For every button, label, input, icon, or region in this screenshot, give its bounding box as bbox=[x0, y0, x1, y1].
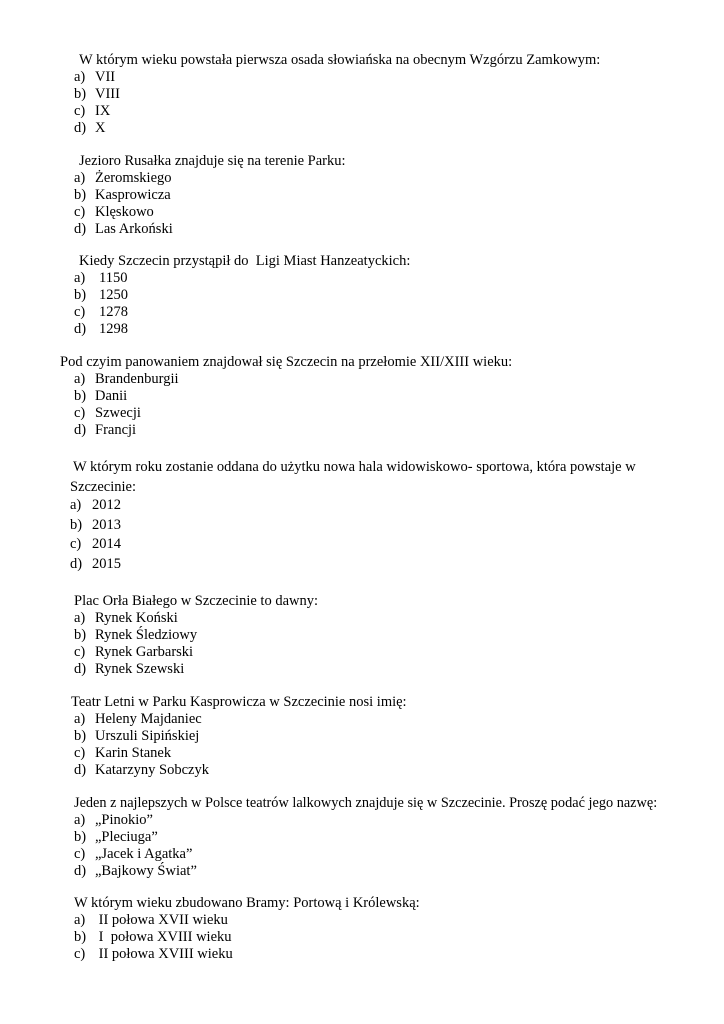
option-b bbox=[0, 287, 700, 304]
option-text: II połowa XVIII wieku bbox=[95, 946, 233, 962]
option-text: IX bbox=[95, 103, 111, 119]
option-letter: b) bbox=[74, 287, 87, 303]
option-letter: a) bbox=[74, 170, 86, 186]
option-letter: a) bbox=[74, 69, 86, 85]
option-c bbox=[0, 745, 700, 762]
option-a bbox=[0, 610, 700, 627]
option-text: Heleny Majdaniec bbox=[95, 711, 202, 727]
option-d bbox=[0, 221, 700, 238]
question-text: Jeden z najlepszych w Polsce teatrów lalkowych znajduje się w Szczecinie. Proszę podać jego nazwę: bbox=[74, 795, 658, 811]
option-text: Rynek Śledziowy bbox=[95, 627, 198, 643]
option-letter: b) bbox=[74, 187, 87, 203]
option-letter: b) bbox=[70, 516, 83, 533]
option-a bbox=[0, 270, 700, 287]
option-text: Rynek Garbarski bbox=[95, 644, 194, 660]
option-letter: c) bbox=[74, 304, 86, 320]
option-text: 1278 bbox=[99, 304, 128, 320]
option-text: Francji bbox=[95, 422, 137, 438]
option-a bbox=[0, 69, 700, 86]
option-text: 1298 bbox=[99, 321, 128, 337]
question-text: Kiedy Szczecin przystąpił do Ligi Miast Hanzeatyckich: bbox=[79, 253, 411, 269]
option-text: Karin Stanek bbox=[95, 745, 172, 761]
option-text: Klęskowo bbox=[95, 204, 154, 220]
option-a bbox=[0, 812, 700, 829]
option-c bbox=[0, 304, 700, 321]
option-b bbox=[0, 627, 700, 644]
option-d bbox=[0, 661, 700, 678]
option-text: Katarzyny Sobczyk bbox=[95, 762, 209, 778]
option-text: Rynek Szewski bbox=[95, 661, 185, 677]
question-text-continued: Szczecinie: bbox=[70, 479, 137, 495]
option-d bbox=[0, 120, 700, 137]
option-c bbox=[0, 644, 700, 661]
option-text: Rynek Koński bbox=[95, 610, 178, 626]
question-3 bbox=[0, 253, 700, 338]
option-b bbox=[0, 86, 700, 103]
option-text: Urszuli Sipińskiej bbox=[95, 728, 200, 744]
option-text: 1250 bbox=[99, 287, 128, 303]
question-6 bbox=[0, 593, 700, 678]
option-text: „Pinokio” bbox=[95, 812, 153, 828]
question-4 bbox=[0, 354, 700, 439]
option-a bbox=[0, 912, 700, 929]
option-letter: b) bbox=[74, 728, 87, 744]
option-letter: a) bbox=[74, 711, 86, 727]
option-d bbox=[0, 762, 700, 779]
option-text: Szwecji bbox=[95, 405, 141, 421]
option-text: „Pleciuga” bbox=[95, 829, 158, 845]
option-text: II połowa XVII wieku bbox=[95, 912, 228, 928]
question-text: Jezioro Rusałka znajduje się na terenie Parku: bbox=[79, 153, 346, 169]
question-8 bbox=[0, 795, 700, 880]
option-a bbox=[0, 711, 700, 728]
option-text: 1150 bbox=[99, 270, 128, 286]
option-c bbox=[0, 846, 700, 863]
option-letter: a) bbox=[74, 270, 86, 286]
option-letter: b) bbox=[74, 627, 87, 643]
option-b bbox=[0, 829, 700, 846]
option-a bbox=[0, 497, 700, 517]
option-text: VII bbox=[95, 69, 116, 85]
option-letter: a) bbox=[74, 371, 86, 387]
option-letter: c) bbox=[70, 536, 82, 552]
option-letter: b) bbox=[74, 929, 87, 945]
option-text: I połowa XVIII wieku bbox=[95, 929, 232, 945]
option-text: 2013 bbox=[92, 516, 121, 533]
option-letter: b) bbox=[74, 388, 87, 404]
option-letter: a) bbox=[74, 912, 86, 928]
option-letter: c) bbox=[74, 204, 86, 220]
option-letter: a) bbox=[70, 497, 82, 513]
option-letter: d) bbox=[74, 321, 87, 337]
option-letter: d) bbox=[74, 120, 87, 136]
option-letter: d) bbox=[74, 221, 87, 237]
option-text: 2012 bbox=[92, 497, 121, 513]
option-c bbox=[0, 103, 700, 120]
option-letter: c) bbox=[74, 745, 86, 761]
option-a bbox=[0, 371, 700, 388]
option-a bbox=[0, 170, 700, 187]
option-text: X bbox=[95, 120, 106, 136]
question-text: Plac Orła Białego w Szczecinie to dawny: bbox=[74, 593, 319, 609]
option-text: VIII bbox=[95, 86, 120, 102]
option-letter: a) bbox=[74, 812, 86, 828]
option-letter: d) bbox=[74, 863, 87, 879]
question-text: W którym wieku zbudowano Bramy: Portową i Królewską: bbox=[74, 895, 420, 911]
option-b bbox=[0, 728, 700, 745]
option-text: „Jacek i Agatka” bbox=[95, 846, 193, 862]
option-b bbox=[0, 388, 700, 405]
option-text: 2014 bbox=[92, 536, 121, 552]
option-text: „Bajkowy Świat” bbox=[95, 863, 197, 879]
option-c bbox=[0, 536, 700, 556]
option-c bbox=[0, 946, 700, 963]
question-5 bbox=[0, 457, 700, 575]
option-d bbox=[0, 556, 700, 576]
question-2 bbox=[0, 153, 700, 238]
option-text: Las Arkoński bbox=[95, 221, 173, 237]
option-d bbox=[0, 422, 700, 439]
option-letter: d) bbox=[74, 762, 87, 778]
option-letter: a) bbox=[74, 610, 86, 626]
question-text: W którym wieku powstała pierwsza osada słowiańska na obecnym Wzgórzu Zamkowym: bbox=[79, 52, 601, 68]
option-b bbox=[0, 929, 700, 946]
option-d bbox=[0, 863, 700, 880]
option-letter: b) bbox=[74, 829, 87, 845]
option-text: Żeromskiego bbox=[95, 170, 172, 186]
option-letter: b) bbox=[74, 86, 87, 102]
question-9 bbox=[0, 895, 700, 963]
question-7 bbox=[0, 694, 700, 779]
option-letter: c) bbox=[74, 946, 86, 962]
question-text: Pod czyim panowaniem znajdował się Szczecin na przełomie XII/XIII wieku: bbox=[60, 354, 513, 370]
option-b bbox=[0, 187, 700, 204]
question-1 bbox=[0, 52, 700, 137]
option-letter: c) bbox=[74, 405, 86, 421]
option-text: 2015 bbox=[92, 555, 121, 572]
option-letter: c) bbox=[74, 644, 86, 660]
option-c bbox=[0, 204, 700, 221]
question-text: Teatr Letni w Parku Kasprowicza w Szczecinie nosi imię: bbox=[71, 694, 407, 710]
option-b bbox=[0, 517, 700, 537]
option-letter: c) bbox=[74, 103, 86, 119]
option-letter: d) bbox=[70, 555, 83, 572]
option-text: Brandenburgii bbox=[95, 371, 179, 387]
option-text: Kasprowicza bbox=[95, 187, 171, 203]
option-letter: c) bbox=[74, 846, 86, 862]
option-letter: d) bbox=[74, 422, 87, 438]
option-text: Danii bbox=[95, 388, 128, 404]
question-text: W którym roku zostanie oddana do użytku nowa hala widowiskowo- sportowa, która powstaje w bbox=[73, 459, 636, 475]
option-c bbox=[0, 405, 700, 422]
option-d bbox=[0, 321, 700, 338]
option-letter: d) bbox=[74, 661, 87, 677]
